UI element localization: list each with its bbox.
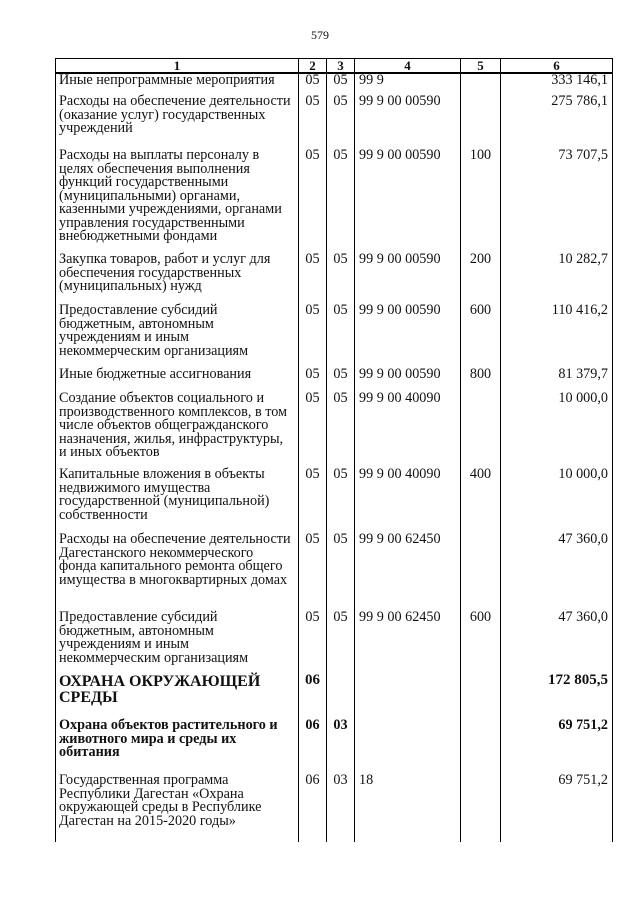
header-col-name: 1 — [56, 59, 299, 74]
row-amount: 10 282,7 — [501, 253, 613, 304]
row-name: Расходы на выплаты персоналу в целях обеспечения выполнения функций государственными (муниципальными) органами, казенными учреждениями, органами управления государственными внебюджетными фондами — [56, 149, 299, 253]
row-name: Иные бюджетные ассигнования — [56, 368, 299, 392]
row-amount: 69 751,2 — [501, 719, 613, 774]
row-name: Государственная программа Республики Дагестан «Охрана окружающей среды в Республике Дагестан на 2015-2020 годы» — [56, 774, 299, 842]
row-target: 99 9 00 00590 — [355, 253, 461, 304]
row-subsection: 05 — [327, 533, 355, 611]
row-section: 05 — [299, 392, 327, 468]
row-name: ОХРАНА ОКРУЖАЮЩЕЙ СРЕДЫ — [56, 674, 299, 719]
row-subsection: 03 — [327, 719, 355, 774]
row-target: 99 9 00 40090 — [355, 468, 461, 533]
row-name: Предоставление субсидий бюджетным, автономным учреждениям и иным некоммерческим организациям — [56, 304, 299, 368]
row-section: 05 — [299, 533, 327, 611]
row-section: 05 — [299, 304, 327, 368]
table-row — [56, 73, 613, 95]
row-amount: 10 000,0 — [501, 468, 613, 533]
row-section: 05 — [299, 368, 327, 392]
table-row — [56, 468, 613, 533]
table-row — [56, 368, 613, 392]
row-name: Расходы на обеспечение деятельности Дагестанского некоммерческого фонда капитального ремонта общего имущества в многоквартирных домах — [56, 533, 299, 611]
row-target: 99 9 00 62450 — [355, 611, 461, 674]
table-row — [56, 392, 613, 468]
row-section: 05 — [299, 611, 327, 674]
row-subsection: 05 — [327, 468, 355, 533]
row-expense-type: 600 — [461, 304, 501, 368]
row-expense-type: 800 — [461, 368, 501, 392]
row-subsection: 05 — [327, 149, 355, 253]
row-amount: 333 146,1 — [501, 73, 613, 95]
row-expense-type: 200 — [461, 253, 501, 304]
table-row — [56, 304, 613, 368]
table-row — [56, 253, 613, 304]
page-number: 579 — [311, 28, 329, 42]
row-name: Создание объектов социального и производственного комплексов, в том числе объектов общегражданского назначения, жилья, инфраструктуры, и иных объектов — [56, 392, 299, 468]
row-expense-type — [461, 674, 501, 719]
row-amount: 275 786,1 — [501, 95, 613, 149]
row-amount: 69 751,2 — [501, 774, 613, 842]
row-target: 18 — [355, 774, 461, 842]
row-name: Расходы на обеспечение деятельности (оказание услуг) государственных учреждений — [56, 95, 299, 149]
header-col-section: 2 — [299, 59, 327, 74]
row-expense-type — [461, 533, 501, 611]
row-amount: 47 360,0 — [501, 611, 613, 674]
row-amount: 47 360,0 — [501, 533, 613, 611]
row-amount: 73 707,5 — [501, 149, 613, 253]
table-row — [56, 533, 613, 611]
table-row — [56, 719, 613, 774]
header-col-subsection: 3 — [327, 59, 355, 74]
row-name: Предоставление субсидий бюджетным, автономным учреждениям и иным некоммерческим организациям — [56, 611, 299, 674]
header-row — [56, 59, 613, 74]
row-target: 99 9 00 00590 — [355, 368, 461, 392]
row-target: 99 9 00 00590 — [355, 95, 461, 149]
row-subsection: 05 — [327, 368, 355, 392]
header-col-amount: 6 — [501, 59, 613, 74]
row-name: Капитальные вложения в объекты недвижимого имущества государственной (муниципальной) собственности — [56, 468, 299, 533]
row-target: 99 9 00 00590 — [355, 149, 461, 253]
row-subsection: 05 — [327, 95, 355, 149]
row-subsection: 05 — [327, 392, 355, 468]
row-subsection: 05 — [327, 253, 355, 304]
header-col-target: 4 — [355, 59, 461, 74]
header-col-expense-type: 5 — [461, 59, 501, 74]
row-expense-type: 600 — [461, 611, 501, 674]
row-expense-type — [461, 774, 501, 842]
row-section: 05 — [299, 73, 327, 95]
row-subsection — [327, 674, 355, 719]
table-body — [56, 73, 613, 842]
row-subsection: 05 — [327, 611, 355, 674]
row-section: 05 — [299, 468, 327, 533]
table-row — [56, 95, 613, 149]
row-expense-type: 400 — [461, 468, 501, 533]
row-target: 99 9 00 40090 — [355, 392, 461, 468]
row-target: 99 9 00 62450 — [355, 533, 461, 611]
row-section: 05 — [299, 253, 327, 304]
row-expense-type — [461, 392, 501, 468]
row-amount: 10 000,0 — [501, 392, 613, 468]
table-row — [56, 149, 613, 253]
row-section: 06 — [299, 719, 327, 774]
table-row — [56, 674, 613, 719]
row-name: Охрана объектов растительного и животного мира и среды их обитания — [56, 719, 299, 774]
row-name: Закупка товаров, работ и услуг для обеспечения государственных (муниципальных) нужд — [56, 253, 299, 304]
row-expense-type — [461, 73, 501, 95]
row-expense-type — [461, 719, 501, 774]
row-expense-type: 100 — [461, 149, 501, 253]
row-section: 05 — [299, 149, 327, 253]
table-row — [56, 611, 613, 674]
row-expense-type — [461, 95, 501, 149]
budget-table — [55, 58, 613, 842]
row-amount: 110 416,2 — [501, 304, 613, 368]
row-amount: 81 379,7 — [501, 368, 613, 392]
row-section: 05 — [299, 95, 327, 149]
row-section: 06 — [299, 774, 327, 842]
table-row — [56, 774, 613, 842]
row-subsection: 03 — [327, 774, 355, 842]
row-target — [355, 674, 461, 719]
row-target: 99 9 — [355, 73, 461, 95]
row-target: 99 9 00 00590 — [355, 304, 461, 368]
row-name: Иные непрограммные мероприятия — [56, 73, 299, 95]
row-subsection: 05 — [327, 73, 355, 95]
row-target — [355, 719, 461, 774]
row-subsection: 05 — [327, 304, 355, 368]
row-amount: 172 805,5 — [501, 674, 613, 719]
row-section: 06 — [299, 674, 327, 719]
